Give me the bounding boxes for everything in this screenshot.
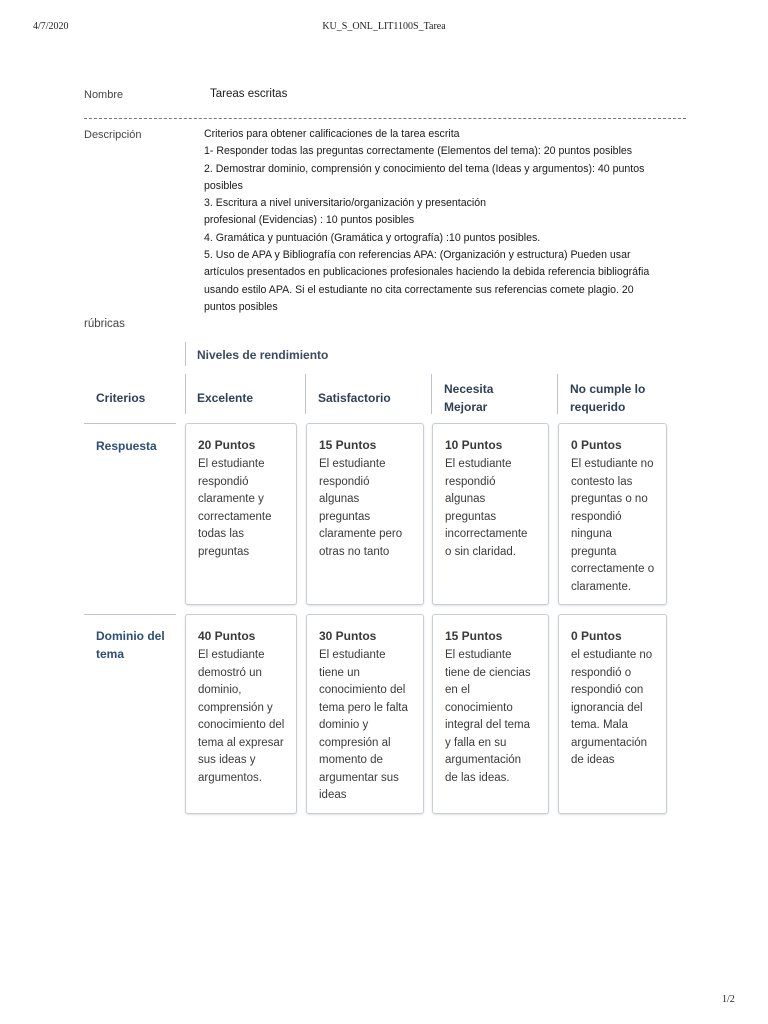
rubric-cell	[558, 614, 667, 814]
nombre-value: Tareas escritas	[210, 88, 288, 100]
column-divider	[557, 374, 558, 414]
row-divider	[84, 614, 176, 615]
cell-description: El estudiante tiene un conocimiento del tema pero le falta dominio y compresión al momento de argumentar sus ideas	[319, 649, 408, 801]
print-date: 4/7/2020	[33, 21, 69, 32]
cell-description: El estudiante demostró un dominio, comprensión y conocimiento del tema al expresar sus ideas y argumentos.	[198, 649, 285, 784]
criterios-header: Criterios	[96, 391, 146, 405]
descripcion-line: usando estilo APA. Si el estudiante no cita correctamente sus referencias comete plagio. 20	[204, 283, 634, 296]
niveles-divider	[185, 342, 186, 366]
nombre-label: Nombre	[84, 89, 124, 101]
column-divider	[431, 374, 432, 414]
cell-points: 40 Puntos	[198, 629, 256, 643]
descripcion-line: 5. Uso de APA y Bibliografía con referencias APA: (Organización y estructura) Pueden usar	[204, 249, 631, 262]
niveles-title: Niveles de rendimiento	[197, 348, 329, 362]
column-divider	[305, 374, 306, 414]
cell-points: 0 Puntos	[571, 629, 622, 643]
cell-points: 10 Puntos	[445, 438, 503, 452]
descripcion-line: Criterios para obtener calificaciones de la tarea escrita	[204, 128, 460, 140]
descripcion-text	[204, 126, 684, 316]
cell-description: El estudiante respondió claramente y correctamente todas las preguntas	[198, 458, 272, 558]
cell-points: 20 Puntos	[198, 438, 256, 452]
criterion-dominio-del-tema: Dominio del tema	[96, 629, 165, 661]
descripcion-line: 4. Gramática y puntuación (Gramática y ortografía) :10 puntos posibles.	[204, 231, 541, 244]
descripcion-line: artículos presentados en publicaciones profesionales haciendo la debida referencia bibliográfia	[204, 266, 650, 279]
descripcion-line: profesional (Evidencias) : 10 puntos posibles	[204, 214, 415, 227]
rubric-cell	[185, 614, 297, 814]
cell-description: El estudiante respondió algunas preguntas claramente pero otras no tanto	[319, 458, 403, 558]
rubricas-label: rúbricas	[84, 318, 125, 330]
document-title: KU_S_ONL_LIT1100S_Tarea	[322, 21, 446, 32]
cell-points: 0 Puntos	[571, 438, 622, 452]
rubric-cell	[306, 614, 424, 814]
cell-points: 15 Puntos	[445, 629, 503, 643]
row-divider	[84, 423, 176, 424]
descripcion-line: 2. Demostrar dominio, comprensión y conocimiento del tema (Ideas y argumentos): 40 puntos	[204, 162, 645, 175]
level-header-excelente: Excelente	[197, 391, 254, 405]
criterion-respuesta: Respuesta	[96, 439, 157, 453]
cell-points: 30 Puntos	[319, 629, 377, 643]
cell-points: 15 Puntos	[319, 438, 377, 452]
descripcion-line: puntos posibles	[204, 300, 278, 313]
level-header-necesita-mejorar: Necesita Mejorar	[444, 382, 494, 414]
descripcion-line: 3. Escritura a nivel universitario/organización y presentación	[204, 197, 487, 210]
cell-description: El estudiante no contesto las preguntas o no respondió ninguna pregunta correctamente o claramente.	[571, 458, 655, 593]
page-number: 1/2	[722, 994, 735, 1005]
separator-rule	[84, 118, 686, 119]
cell-description: El estudiante tiene de ciencias en el conocimiento integral del tema y falla en su argumentación de las ideas.	[445, 649, 531, 784]
rubric-cell	[432, 423, 549, 605]
column-divider	[185, 374, 186, 414]
descripcion-label: Descripción	[84, 129, 142, 141]
rubric-cell	[558, 423, 667, 605]
rubric-cell	[432, 614, 549, 814]
level-header-satisfactorio: Satisfactorio	[318, 391, 391, 405]
cell-description: el estudiante no respondió o respondió con ignorancia del tema. Mala argumentación de ideas	[571, 649, 653, 766]
rubric-cell	[185, 423, 297, 605]
cell-description: El estudiante respondió algunas preguntas incorrectamente o sin claridad.	[445, 458, 528, 558]
level-header-no-cumple: No cumple lo requerido	[570, 382, 646, 414]
descripcion-line: posibles	[204, 179, 243, 192]
descripcion-line: 1- Responder todas las preguntas correctamente (Elementos del tema): 20 puntos posibles	[204, 145, 633, 158]
rubric-cell	[306, 423, 424, 605]
